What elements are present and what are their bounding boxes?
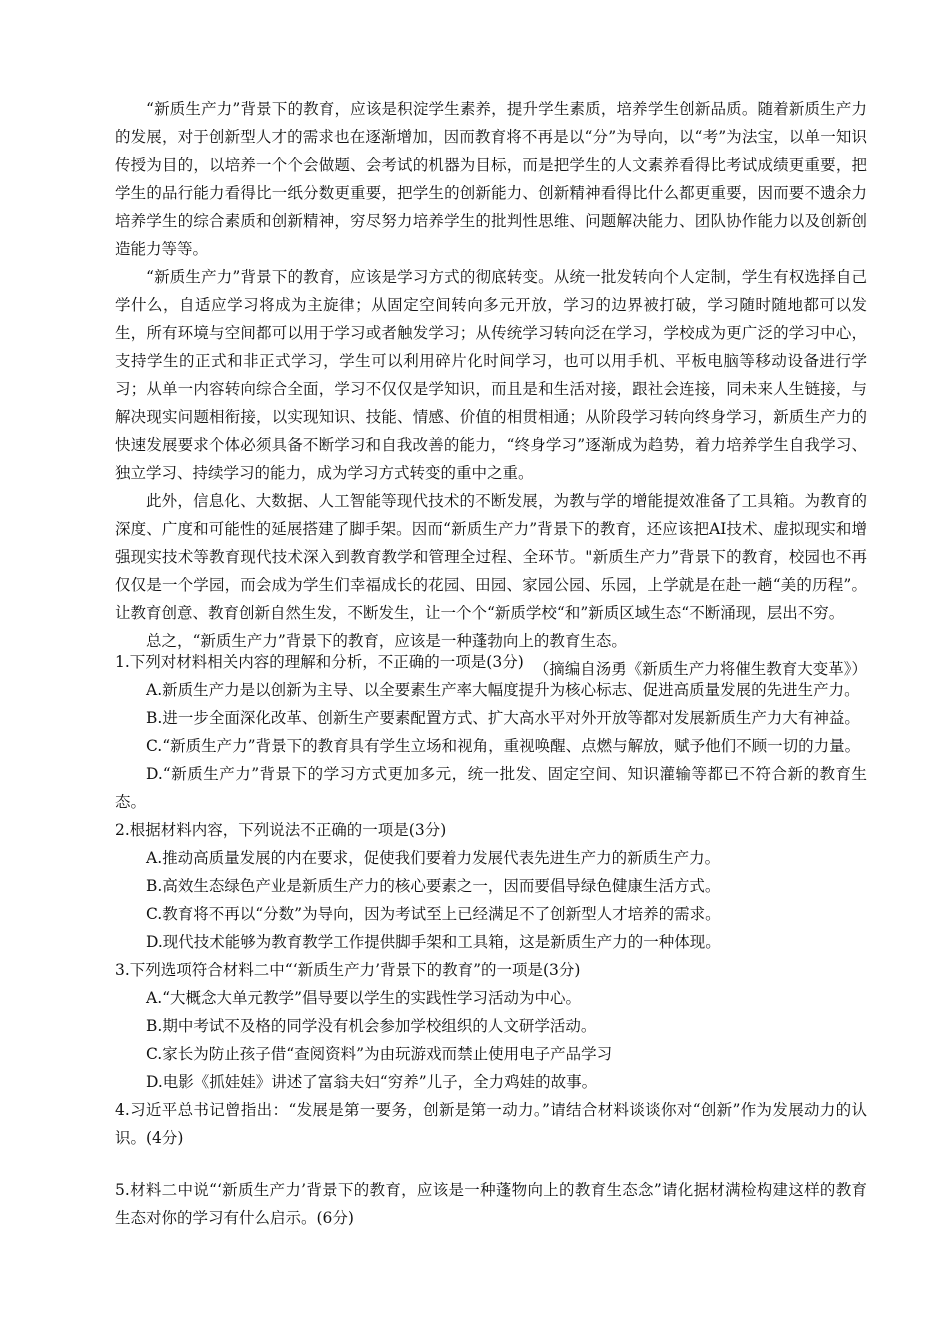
question-3 (115, 956, 867, 1096)
question-stem: 2.根据材料内容，下列说法不正确的一项是(3分) (115, 821, 447, 839)
question-1 (115, 648, 867, 816)
question-2 (115, 816, 867, 956)
option-c: C.家长为防止孩子借“查阅资料”为由玩游戏而禁止使用电子产品学习 (146, 1045, 613, 1063)
option-b: B.期中考试不及格的同学没有机会参加学校组织的人文研学活动。 (146, 1017, 597, 1035)
passage-paragraph-4: 总之，“新质生产力”背景下的教育，应该是一种蓬勃向上的教育生态。 (146, 632, 627, 650)
question-list (115, 648, 867, 1232)
option-a: A.“大概念大单元教学”倡导要以学生的实践性学习活动为中心。 (146, 989, 581, 1007)
passage-source: （摘编自汤勇《新质生产力将催生教育大变革》） (533, 660, 867, 678)
question-stem: 1.下列对材料相关内容的理解和分析，不正确的一项是(3分) (115, 653, 524, 671)
option-d: D.“新质生产力”背景下的学习方式更加多元，统一批发、固定空间、知识灌输等都已不符合新的教育生态。 (115, 765, 867, 811)
question-stem: 3.下列选项符合材料二中“‘新质生产力’背景下的教育”的一项是(3分) (115, 961, 581, 979)
option-b: B.进一步全面深化改革、创新生产要素配置方式、扩大高水平对外开放等都对发展新质生产力大有神益。 (146, 709, 860, 727)
option-d: D.现代技术能够为教育教学工作提供脚手架和工具箱，这是新质生产力的一种体现。 (146, 933, 721, 951)
question-stem: 4.习近平总书记曾指出：“发展是第一要务，创新是第一动力。”请结合材料谈谈你对“创新”作为发展动力的认识。(4分) (115, 1101, 867, 1147)
question-stem: 5.材料二中说“‘新质生产力’背景下的教育，应该是一种蓬物向上的教育生态念”请化据材满检构建这样的教育生态对你的学习有什么启示。(6分) (115, 1181, 867, 1227)
passage-paragraph-3: 此外，信息化、大数据、人工智能等现代技术的不断发展，为教与学的增能提效准备了工具箱。为教育的深度、广度和可能性的延展搭建了脚手架。因而“新质生产力”背景下的教育，还应该把AI技术、虚拟现实和增强现实技术等教育现代技术深入到教育教学和管理全过程、全环节。"新质生产力”背景下的教育，校园也不再仅仅是一个学园，而会成为学生们幸福成长的花园、田园、家园公园、乐园，上学就是在赴一趟“美的历程”。让教育创意、教育创新自然生发，不断发生，让一个个“新质学校“和”新质区域生态“不断涌现，层出不穷。 (115, 492, 867, 622)
option-a: A.新质生产力是以创新为主导、以全要素生产率大幅度提升为核心标志、促进高质量发展的先进生产力。 (146, 681, 860, 699)
answer-space (115, 1152, 867, 1176)
option-c: C.教育将不再以“分数”为导向，因为考试至上已经满足不了创新型人才培养的需求。 (146, 905, 721, 923)
option-b: B.高效生态绿色产业是新质生产力的核心要素之一，因而要倡导绿色健康生活方式。 (146, 877, 721, 895)
option-d: D.电影《抓娃娃》讲述了富翁夫妇“穷养”儿子，全力鸡娃的故事。 (146, 1073, 598, 1091)
option-c: C.“新质生产力”背景下的教育具有学生立场和视角，重视唤醒、点燃与解放，赋予他们不顾一切的力量。 (146, 737, 861, 755)
question-4 (115, 1096, 867, 1152)
passage-paragraph-1: “新质生产力”背景下的教育，应该是积淀学生素养，提升学生素质，培养学生创新品质。随着新质生产力的发展，对于创新型人才的需求也在逐渐增加，因而教育将不再是以“分”为导向，以“考”为法宝，以单一知识传授为目的，以培养一个个会做题、会考试的机器为目标，而是把学生的人文素养看得比考试成绩更重要，把学生的品行能力看得比一纸分数更重要，把学生的创新能力、创新精神看得比什么都更重要，因而要不遗余力培养学生的综合素质和创新精神，穷尽努力培养学生的批判性思维、问题解决能力、团队协作能力以及创新创造能力等等。 (115, 100, 867, 258)
reading-passage (115, 95, 867, 683)
option-a: A.推动高质量发展的内在要求，促使我们要着力发展代表先进生产力的新质生产力。 (146, 849, 721, 867)
question-5 (115, 1176, 867, 1232)
passage-paragraph-2: “新质生产力”背景下的教育，应该是学习方式的彻底转变。从统一批发转向个人定制，学生有权选择自己学什么，自适应学习将成为主旋律；从固定空间转向多元开放，学习的边界被打破，学习随时随地都可以发生，所有环境与空间都可以用于学习或者触发学习；从传统学习转向泛在学习，学校成为更广泛的学习中心，支持学生的正式和非正式学习，学生可以利用碎片化时间学习，也可以用手机、平板电脑等移动设备进行学习；从单一内容转向综合全面，学习不仅仅是学知识，而且是和生活对接，跟社会连接，同未来人生链接，与解决现实问题相衔接，以实现知识、技能、情感、价值的相贯相通；从阶段学习转向终身学习，新质生产力的快速发展要求个体必须具备不断学习和自我改善的能力，“终身学习”逐渐成为趋势，着力培养学生自我学习、独立学习、持续学习的能力，成为学习方式转变的重中之重。 (115, 268, 867, 482)
